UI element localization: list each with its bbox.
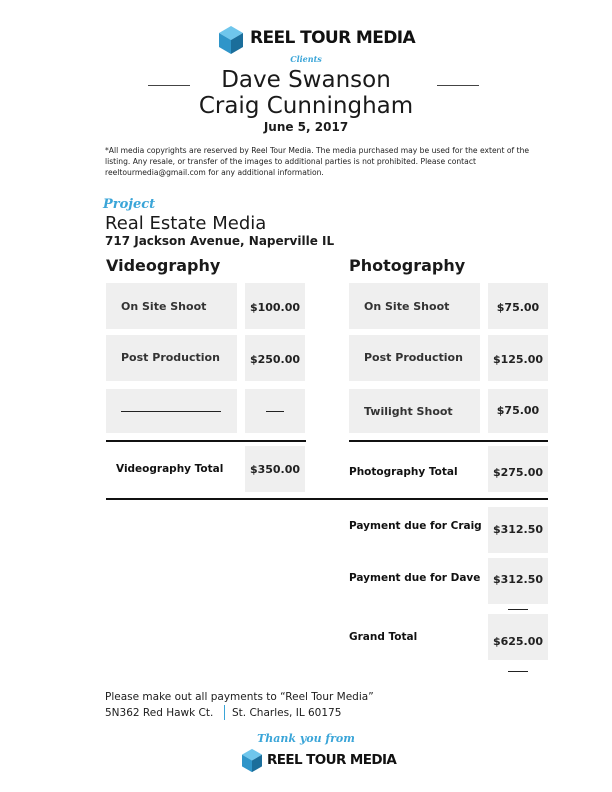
- project-name: Real Estate Media: [105, 213, 267, 234]
- photo-item-price-3: $75.00: [496, 404, 540, 417]
- disclaimer: *All media copyrights are reserved by Reel Tour Media. The media purchased may be used for the extent of the listing. Any resale, or transfer of the images to additional parties is not prohibited. Please contact reeltourmedia@gmail.com for any additional information.: [105, 146, 530, 177]
- photo-total-label: Photography Total: [349, 466, 458, 478]
- videography-heading: Videography: [106, 256, 221, 275]
- payable-note: Please make out all payments to “Reel Tour Media”: [105, 691, 374, 703]
- payment-dave-label: Payment due for Dave: [349, 572, 481, 584]
- thank-you-text: Thank you from: [257, 732, 355, 745]
- brand-name: REEL TOUR MEDIA: [250, 28, 416, 48]
- video-total-label: Videography Total: [116, 463, 224, 475]
- payment-craig-label: Payment due for Craig: [349, 520, 482, 532]
- clients-label: Clients: [290, 54, 322, 64]
- photo-item-label-1: On Site Shoot: [364, 300, 450, 313]
- cube-logo-icon: [241, 748, 263, 773]
- payment-dave-value: $312.50: [492, 573, 544, 586]
- video-empty-price-line: [266, 411, 284, 412]
- cube-logo-icon: [218, 25, 244, 55]
- client-name-1: Dave Swanson: [221, 67, 391, 93]
- video-empty-line: [121, 411, 221, 412]
- grand-total-value: $625.00: [492, 635, 544, 648]
- photo-item-label-3: Twilight Shoot: [364, 405, 453, 418]
- video-total-divider: [106, 440, 306, 442]
- photo-total-divider: [349, 440, 548, 442]
- payment-dave-underline: [508, 609, 528, 610]
- photo-item-price-2: $125.00: [492, 353, 544, 366]
- video-item-label-2: Post Production: [121, 351, 220, 364]
- photo-item-label-2: Post Production: [364, 351, 463, 364]
- footer-city: St. Charles, IL 60175: [232, 707, 342, 719]
- footer-logo: [241, 748, 401, 774]
- totals-divider: [106, 498, 548, 500]
- footer-street: 5N362 Red Hawk Ct.: [105, 707, 214, 719]
- video-item-label-1: On Site Shoot: [121, 300, 207, 313]
- payment-craig-value: $312.50: [492, 523, 544, 536]
- photo-total-value: $275.00: [492, 466, 544, 479]
- video-total-value: $350.00: [249, 463, 301, 476]
- project-label: Project: [103, 197, 156, 212]
- invoice-date: June 5, 2017: [263, 120, 349, 134]
- grand-total-underline: [508, 671, 528, 672]
- project-address: 717 Jackson Avenue, Naperville IL: [105, 234, 335, 248]
- photography-heading: Photography: [349, 256, 466, 275]
- grand-total-label: Grand Total: [349, 631, 418, 643]
- footer-brand-name: REEL TOUR MEDIA: [267, 752, 397, 768]
- photo-item-price-1: $75.00: [496, 301, 540, 314]
- header-logo: [218, 25, 418, 55]
- address-separator: [224, 705, 225, 720]
- video-item-price-1: $100.00: [249, 301, 301, 314]
- client-name-2: Craig Cunningham: [198, 93, 414, 119]
- video-item-price-2: $250.00: [249, 353, 301, 366]
